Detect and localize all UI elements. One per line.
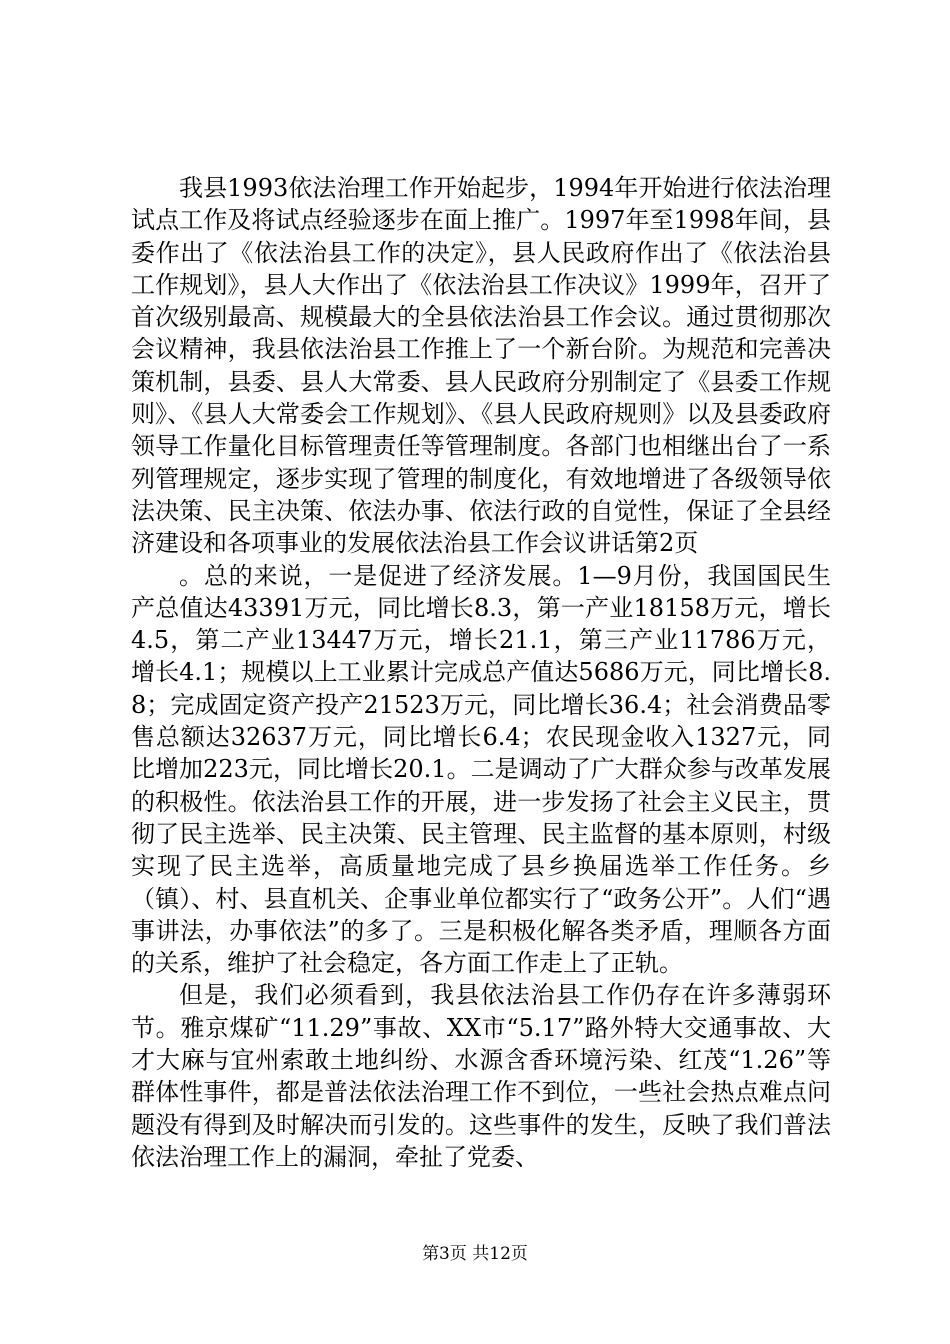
page-number: 第3页 共12页 bbox=[422, 1244, 528, 1264]
paragraph-rule-of-law-history: 我县1993依法治理工作开始起步，1994年开始进行依法治理试点工作及将试点经验逐步在面上推广。1997年至1998年间，县委作出了《依法治县工作的决定》，县人民政府作出了《依法治县工作规划》，县人大作出了《依法治县工作决议》1999年，召开了首次级别最高、规模最大的全县依法治县工作会议。通过贯彻那次会议精神，我县依法治县工作推上了一个新台阶。为规范和完善决策机制，县委、县人大常委、县人民政府分别制定了《县委工作规则》、《县人大常委会工作规划》、《县人民政府规则》以及县委政府领导工作量化目标管理责任等管理制度。各部门也相继出台了一系列管理规定，逐步实现了管理的制度化，有效地增进了各级领导依法决策、民主决策、依法办事、依法行政的自觉性，保证了全县经济建设和各项事业的发展依法治县工作会议讲话第2页 bbox=[131, 174, 831, 558]
paragraph-achievements: 。总的来说，一是促进了经济发展。1—9月份，我国国民生产总值达43391万元，同比增长8.3，第一产业18158万元，增长4.5，第二产业13447万元，增长21.1，第三产业11786万元，增长4.1；规模以上工业累计完成总产值达5686万元，同比增长8.8；完成固定资产投产21523万元，同比增长36.4；社会消费品零售总额达32637万元，同比增长6.4；农民现金收入1327元，同比增加223元，同比增长20.1。二是调动了广大群众参与改革发展的积极性。依法治县工作的开展，进一步发扬了社会主义民主，贯彻了民主选举、民主决策、民主管理、民主监督的基本原则，村级实现了民主选举，高质量地完成了县乡换届选举工作任务。乡（镇）、村、县直机关、企事业单位都实行了“政务公开”。人们“遇事讲法，办事依法”的多了。三是积极化解各类矛盾，理顺各方面的关系，维护了社会稳定，各方面工作走上了正轨。 bbox=[131, 561, 831, 978]
document-body bbox=[131, 172, 831, 1173]
paragraph-weaknesses: 但是，我们必须看到，我县依法治县工作仍存在许多薄弱环节。雅京煤矿“11.29”事故、XX市“5.17”路外特大交通事故、大才大麻与宜州索敢土地纠纷、水源含香环境污染、红茂“1.26”等群体性事件，都是普法依法治理工作不到位，一些社会热点难点问题没有得到及时解决而引发的。这些事件的发生，反映了我们普法依法治理工作上的漏洞，牵扯了党委、 bbox=[131, 981, 831, 1171]
page-footer bbox=[0, 1244, 950, 1264]
